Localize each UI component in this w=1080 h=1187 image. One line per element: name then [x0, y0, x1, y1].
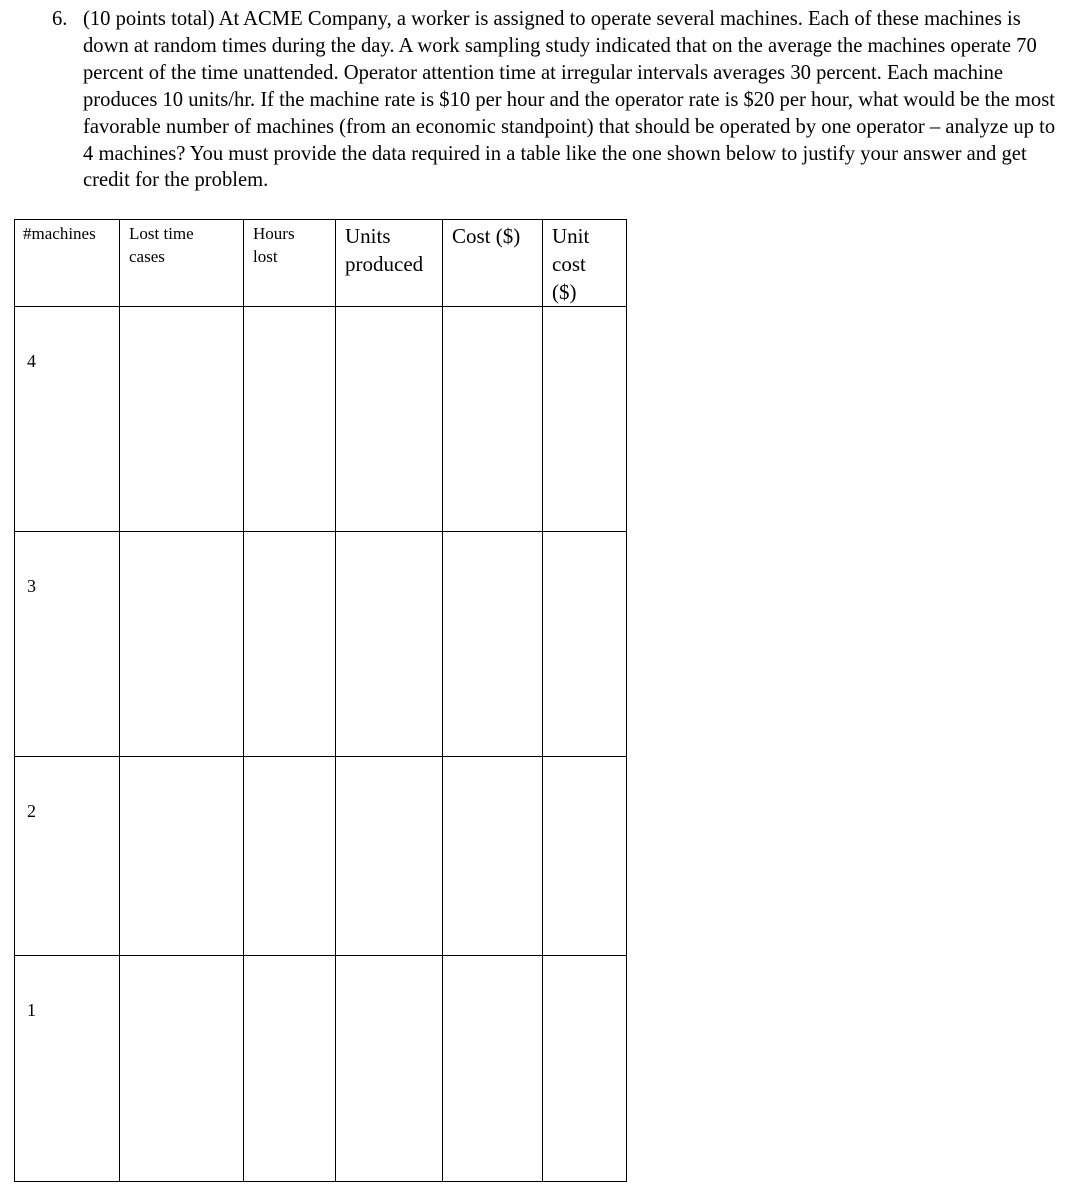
header-units-produced: [336, 220, 443, 307]
hours-lost-cell[interactable]: [244, 956, 336, 1182]
row-machines-cell: [15, 956, 120, 1182]
units-produced-cell[interactable]: [336, 307, 443, 532]
problem-number: 6.: [52, 8, 68, 30]
header-hours-lost: [244, 220, 336, 307]
table-header-row: [15, 220, 627, 307]
header-unit-cost-label: [543, 220, 626, 306]
hours-lost-cell[interactable]: [244, 307, 336, 532]
header-lost-time-line2: cases: [129, 247, 165, 266]
header-hours-label: [244, 220, 335, 268]
table-row: [15, 757, 627, 956]
lost-time-cases-cell[interactable]: [120, 307, 244, 532]
unit-cost-cell[interactable]: [543, 956, 627, 1182]
lost-time-cases-cell[interactable]: [120, 532, 244, 757]
row-machines-value: 1: [27, 1000, 36, 1020]
header-lost-time-label: [120, 220, 243, 268]
hours-lost-cell[interactable]: [244, 532, 336, 757]
row-machines-value: 4: [27, 351, 36, 371]
answer-table: [14, 219, 627, 1182]
row-machines-cell: [15, 532, 120, 757]
cost-cell[interactable]: [443, 307, 543, 532]
cost-cell[interactable]: [443, 757, 543, 956]
unit-cost-cell[interactable]: [543, 532, 627, 757]
header-hours-line1: Hours: [253, 224, 295, 243]
header-units-line2: produced: [345, 252, 424, 276]
row-machines-value: 2: [27, 801, 36, 821]
header-machines: [15, 220, 120, 307]
lost-time-cases-cell[interactable]: [120, 757, 244, 956]
header-machines-label: #machines: [23, 224, 96, 243]
header-hours-line2: lost: [253, 247, 278, 266]
header-unit-cost-line1: Unit: [552, 224, 590, 248]
units-produced-cell[interactable]: [336, 757, 443, 956]
header-units-label: [336, 220, 442, 278]
table-row: [15, 532, 627, 757]
row-machines-cell: [15, 307, 120, 532]
problem-statement: [52, 6, 1062, 194]
row-machines-value: 3: [27, 576, 36, 596]
hours-lost-cell[interactable]: [244, 757, 336, 956]
row-machines-cell: [15, 757, 120, 956]
problem-text: (10 points total) At ACME Company, a worker is assigned to operate several machines. Each of these machines is down at random times during the day. A work sampling study indicated that on the average the machines operate 70 percent of the time unattended. Operator attention time at irregular intervals averages 30 percent. Each machine produces 10 units/hr. If the machine rate is $10 per hour and the operator rate is $20 per hour, what would be the most favorable number of machines (from an economic standpoint) that should be operated by one operator – analyze up to 4 machines? You must provide the data required in a table like the one shown below to justify your answer and get credit for the problem.: [83, 8, 1056, 192]
lost-time-cases-cell[interactable]: [120, 956, 244, 1182]
unit-cost-cell[interactable]: [543, 307, 627, 532]
header-unit-cost-line3: ($): [552, 280, 577, 304]
header-lost-time-line1: Lost time: [129, 224, 194, 243]
header-unit-cost: [543, 220, 627, 307]
units-produced-cell[interactable]: [336, 532, 443, 757]
header-lost-time-cases: [120, 220, 244, 307]
header-cost: [443, 220, 543, 307]
units-produced-cell[interactable]: [336, 956, 443, 1182]
unit-cost-cell[interactable]: [543, 757, 627, 956]
table-row: [15, 307, 627, 532]
cost-cell[interactable]: [443, 956, 543, 1182]
cost-cell[interactable]: [443, 532, 543, 757]
header-units-line1: Units: [345, 224, 391, 248]
header-unit-cost-line2: cost: [552, 252, 586, 276]
table-row: [15, 956, 627, 1182]
header-cost-label: Cost ($): [452, 224, 521, 248]
